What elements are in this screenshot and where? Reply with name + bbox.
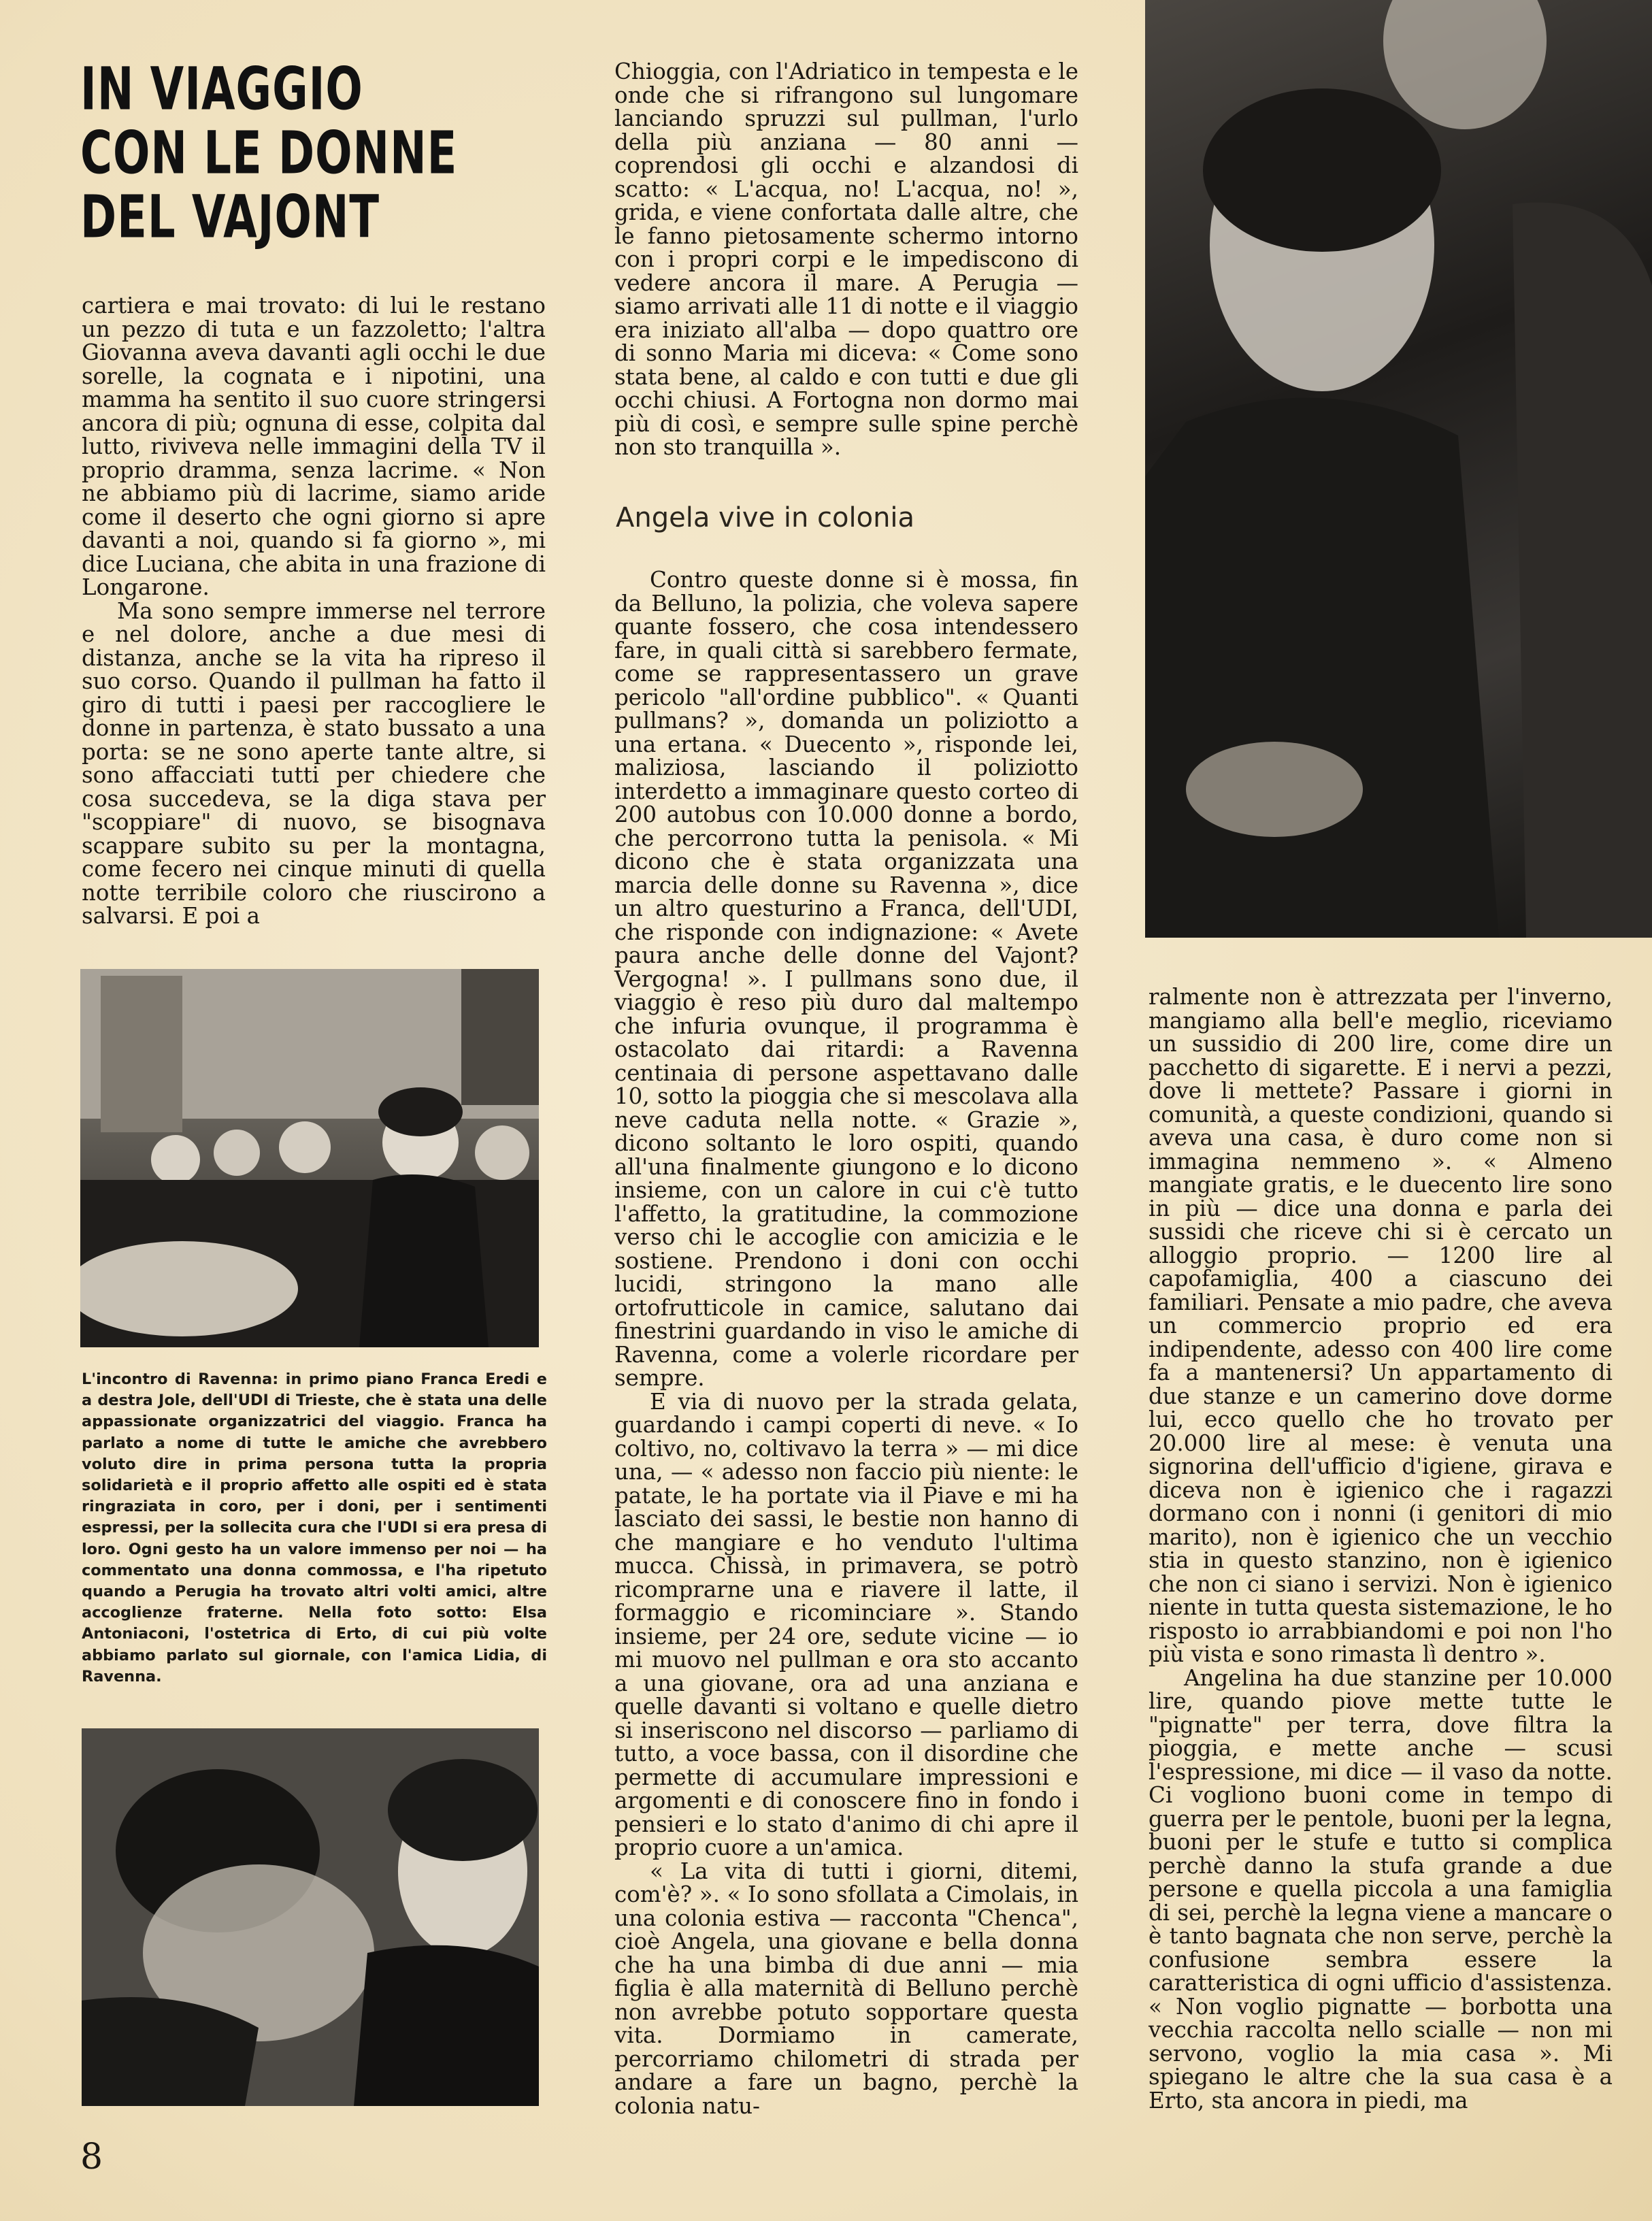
article-headline — [80, 56, 529, 252]
photo-elsa-antoniaconi — [82, 1728, 539, 2106]
photo-women-portrait — [1145, 0, 1652, 938]
column-3-paragraph: ralmente non è attrezzata per l'inverno, mangiamo alla bell'e meglio, riceviamo un sussidio di 200 lire, come dire un pacchetto di sigarette. E i nervi a pezzi, dove li mettete? Passare i giorni in comunità, a queste condizioni, quando si aveva una casa, è duro come non si immagina nemmeno ». « Almeno mangiate gratis, e le duecento lire sono in più — dice una donna e parla dei sussidi che riceve chi si è cercato un alloggio proprio. — 1200 lire al capofamiglia, 400 a ciascuno dei familiari. Pensate a mio padre, che aveva un commercio proprio ed era indipendente, adesso con 400 lire come fa a mantenersi? Un appartamento di due stanze e un camerino dove dorme lui, ecco quello che ho trovato per 20.000 lire al mese: è venuta una signorina dell'ufficio d'igiene, girava e diceva non è igienico che i ragazzi dormano con i nonni (i genitori di mio marito), non è igienico che un vecchio stia in questo stanzino, non è igienico che non ci siano i servizi. Non è igienico niente in tutta questa sistemazione, le ho risposto io arrabbiandomi e poi non l'ho più vista e sono rimasta lì dentro ». — [1149, 984, 1613, 1667]
article-column-1 — [82, 294, 546, 927]
column-1-paragraph: Ma sono sempre immerse nel terrore e nel dolore, anche a due mesi di distanza, anche se la vita ha ripreso il suo corso. Quando il pullman ha fatto il giro di tutti i paesi per raccogliere le donne in partenza, è stato bussato a una porta: se ne sono aperte tante altre, si sono affacciati tutti per chiedere che cosa succedeva, se la diga stava per "scoppiare" di nuovo, se bisognava scappare subito su per la montagna, come fecero nei cinque minuti di quella notte terribile coloro che riuscirono a salvarsi. E poi a — [82, 597, 546, 929]
headline-line-1: IN VIAGGIO — [80, 56, 363, 124]
headline-line-3: DEL VAJONT — [80, 184, 380, 252]
photo-women-portrait-drawing — [1145, 0, 1652, 938]
column-2-paragraph: E via di nuovo per la strada gelata, guardando i campi coperti di neve. « Io coltivo, no, coltivavo la terra » — mi dice una, — « adesso non faccio più niente: le patate, le ha portate via il Piave e mi ha lasciato dei sassi, le bestie non hanno di che mangiare e ho venduto l'ultima mucca. Chissà, in primavera, se potrò ricomprarne una e riavere il latte, il formaggio e ricominciare ». Stando insieme, per 24 ore, sedute vicine — io mi muovo nel pullman e ora sto accanto a una giovane, ora ad una anziana e quelle davanti si voltano e quelle dietro si inseriscono nel discorso — parliamo di tutto, a voce bassa, con il disordine che permette di accumulare impressioni e argomenti e di conoscere fino in fondo i pensieri e lo stato d'animo di chi apre il proprio cuore a un'amica. — [614, 1388, 1078, 1860]
column-1-paragraph: cartiera e mai trovato: di lui le restano un pezzo di tuta e un fazzoletto; l'altra Giovanna aveva davanti agli occhi le due sorelle, la cognata e i nipotini, una mamma ha sentito il suo cuore stringersi ancora di più; ognuna di esse, colpita dal lutto, riviveva nelle immagini della TV il proprio dramma, senza lacrime. « Non ne abbiamo più di lacrime, siamo aride come il deserto che ogni giorno si apre davanti a noi, quando si fa giorno », mi dice Luciana, che abita in una frazione di Longarone. — [82, 293, 546, 600]
photo-ravenna-meeting — [80, 969, 539, 1347]
article-column-2-top — [614, 59, 1078, 460]
column-2-paragraph: Chioggia, con l'Adriatico in tempesta e le onde che si rifrangono sul lungomare lanciando spruzzi sul pullman, l'urlo della più anziana — 80 anni — coprendosi gli occhi e alzandosi di scatto: « L'acqua, no! L'acqua, no! », grida, e viene confortata dalle altre, che le fanno pietosamente schermo intorno con i propri corpi e le impediscono di vedere ancora il mare. A Perugia — siamo arrivati alle 11 di notte e il viaggio era iniziato all'alba — dopo quattro ore di sonno Maria mi diceva: « Come sono stata bene, al caldo e con tutti e due gli occhi chiusi. A Fortogna non dormo mai più di così, e sempre sulle spine perchè non sto tranquilla ». — [614, 59, 1078, 460]
photo-ravenna-meeting-drawing — [80, 969, 539, 1347]
column-2-paragraph: Contro queste donne si è mossa, fin da Belluno, la polizia, che voleva sapere quante fossero, che cosa intendessero fare, in quali città si sarebbero fermate, come se rappresentassero un grave pericolo "all'ordine pubblico". « Quanti pullmans? », domanda un poliziotto a una ertana. « Duecento », risponde lei, maliziosa, lasciando il poliziotto interdetto a immaginare questo corteo di 200 autobus con 10.000 donne a bordo, che percorrono tutta la penisola. « Mi dicono che è stata organizzata una marcia delle donne su Ravenna », dice un altro questurino a Franca, dell'UDI, che risponde con indignazione: « Avete paura anche delle donne del Vajont? Vergogna! ». I pullmans sono due, il viaggio è reso più duro dal maltempo che infuria ovunque, il programma è ostacolato dai ritardi: a Ravenna centinaia di persone aspettavano dalle 10, sotto la pioggia che si mescolava alla neve caduta nella notte. « Grazie », dicono soltanto le loro ospiti, quando all'una finalmente giungono e lo dicono insieme, con un calore in cui c'è tutto l'affetto, la gratitudine, la commozione verso chi le accoglie con amicizia e le sostiene. Prendono i doni con occhi lucidi, stringono la mano alle ortofrutticole in camice, salutano dai finestrini guardando in viso le amiche di Ravenna, come a volerle ricordare per sempre. — [614, 567, 1078, 1391]
page-number: 8 — [80, 2137, 103, 2177]
section-subheading: Angela vive in colonia — [616, 502, 915, 533]
article-column-3 — [1149, 985, 1613, 2115]
column-3-paragraph: Angelina ha due stanzine per 10.000 lire, quando piove mette tutte le "pignatte" per terra, dove filtra la pioggia, e mette anche — scusi l'espressione, mi dice — il vaso da notte. Ci vogliono buoni come in tempo di guerra per le pentole, buoni per la legna, buoni per le stufe e tutto si complica perchè danno la stufa grande a due persone e quella piccola a una famiglia di sei, perchè la legna viene a mancare o è tanto bagnata che non serve, perchè la confusione sembra essere la caratteristica di ogni ufficio d'assistenza. « Non voglio pignatte — borbotta una vecchia raccolta nello scialle — non mi servono, voglio la mia casa ». Mi spiegano le altre che la sua casa è a Erto, sta ancora in piedi, ma — [1149, 1664, 1613, 2113]
photo-caption: L'incontro di Ravenna: in primo piano Franca Eredi e a destra Jole, dell'UDI di Trieste, che è stata una delle appassionate organizzatrici del viaggio. Franca ha parlato a nome di tutte le amiche che avrebbero voluto dire in prima persona tutta la propria solidarietà e il proprio affetto alle ospiti ed è stata ringraziata in coro, per i doni, per i sentimenti espressi, per la sollecita cura che l'UDI si era presa di loro. Ogni gesto ha un valore immenso per noi — ha commentato una donna commossa, e l'ha ripetuto quando a Perugia ha trovato altri volti amici, altre accoglienze fraterne. Nella foto sotto: Elsa Antoniaconi, l'ostetrica di Erto, di cui più volte abbiamo parlato sul giornale, con l'amica Lidia, di Ravenna. — [82, 1370, 547, 1685]
column-2-paragraph: « La vita di tutti i giorni, ditemi, com'è? ». « Io sono sfollata a Cimolais, in una colonia estiva — racconta "Chenca", cioè Angela, una giovane e bella donna che ha una bimba di due anni — mia figlia è alla maternità di Belluno perchè non avrebbe potuto sopportare questa vita. Dormiamo in camerate, percorriamo chilometri di strada per andare a fare un bagno, perchè la colonia natu- — [614, 1858, 1078, 2119]
photo-elsa-antoniaconi-drawing — [82, 1728, 539, 2106]
headline-line-2: CON LE DONNE — [80, 120, 458, 188]
article-column-2 — [614, 567, 1078, 2119]
